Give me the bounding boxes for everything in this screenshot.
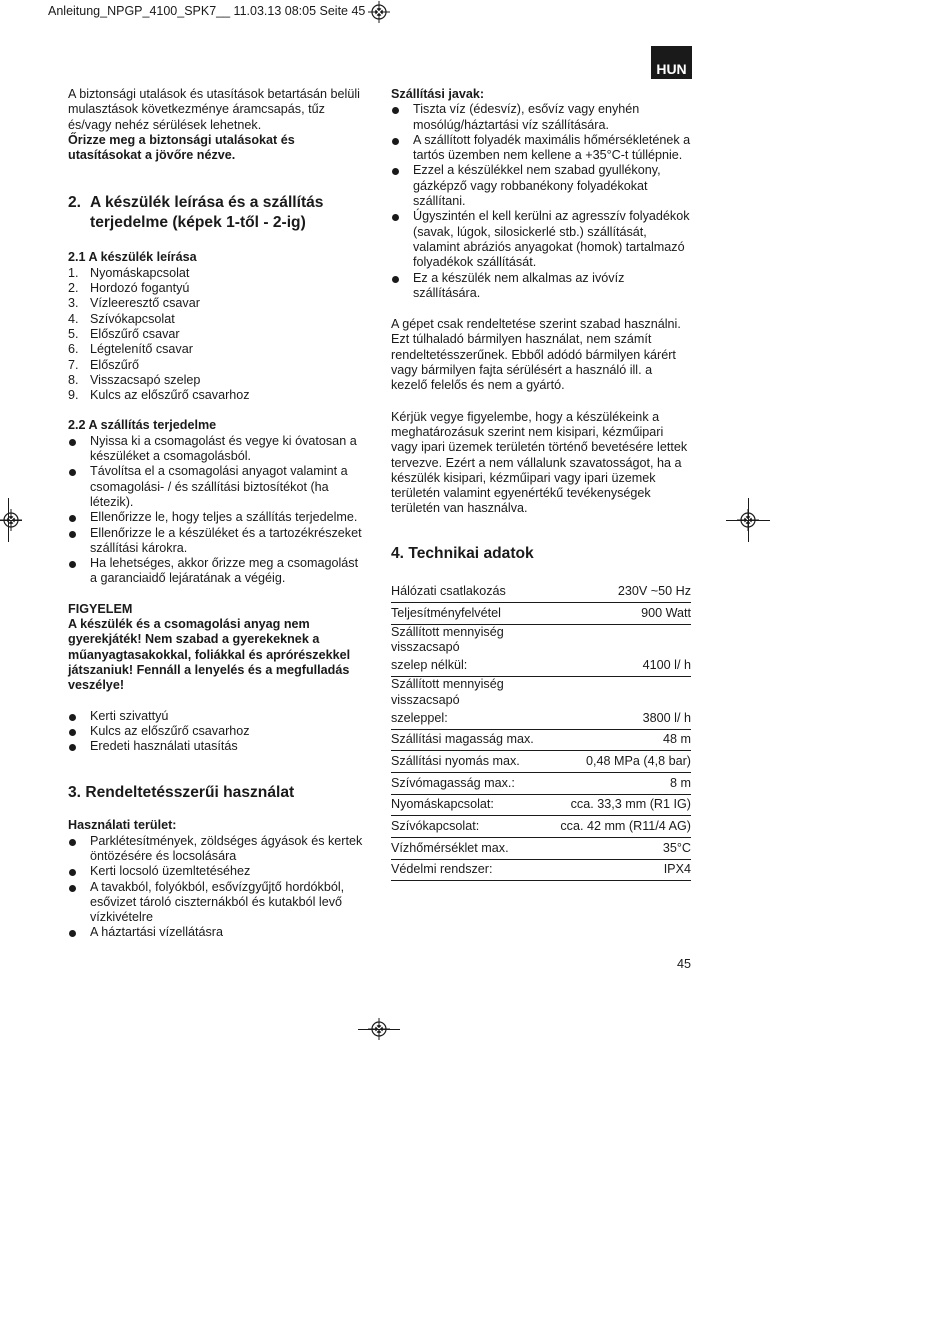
list-item: A háztartási vízellátásra [68, 925, 368, 940]
table-row: Nyomáskapcsolat: cca. 33,3 mm (R1 IG) [391, 794, 691, 816]
list-item: Ellenőrizze le a készüléket és a tartozékrészeket szállítási károkra. [68, 526, 368, 557]
table-row: Szállítási magasság max. 48 m [391, 729, 691, 751]
list-item: 8. Visszacsapó szelep [68, 372, 201, 387]
section-4-title: 4. Technikai adatok [391, 544, 534, 562]
list-item: Kerti locsoló üzemltetéséhez [68, 864, 368, 879]
list-item: Eredeti használati utasítás [68, 739, 368, 754]
bullet-icon [391, 209, 413, 270]
package-contents-list [68, 709, 368, 755]
list-item: Kerti szivattyú [68, 709, 368, 724]
section-2-number: 2. [68, 194, 82, 212]
bullet-icon [68, 880, 90, 926]
conveyed-goods-title: Szállítási javak: [391, 87, 485, 101]
list-item: A tavakból, folyókból, esővízgyűjtő hordókból, esővizet tároló ciszternákból és kutakból levő vízkivételre [68, 880, 368, 926]
liability-paragraph: Kérjük vegye figyelembe, hogy a készülékeink a meghatározásuk szerint nem kisipari, kézműipari vagy ipari üzemek területén történő bevetésére lettek tervezve. Ezért a nem vállalunk szavatosságot, ha a készülék kisipari, kézműipari vagy ipari üzemek területén valamint egyenértékű tevékenységek területén van használva. [391, 409, 688, 516]
list-item: 7. Előszűrő [68, 357, 139, 372]
list-item: 9. Kulcs az előszűrő csavarhoz [68, 388, 250, 403]
list-item: 5. Előszűrő csavar [68, 326, 180, 341]
table-row: Szívómagasság max.: 8 m [391, 773, 691, 795]
bullet-icon [68, 834, 90, 865]
table-row: Vízhőmérséklet max. 35°C [391, 838, 691, 860]
bullet-icon [68, 464, 90, 510]
bullet-icon [68, 724, 90, 739]
technical-data-table [391, 582, 691, 882]
table-row: Szállított mennyiség visszacsapó [391, 677, 504, 707]
table-row: Védelmi rendszer: IPX4 [391, 859, 691, 881]
bullet-icon [68, 556, 90, 587]
list-item: Nyissa ki a csomagolást és vegye ki óvatosan a készüléket a csomagolásból. [68, 434, 368, 465]
table-row: Szállítási nyomás max. 0,48 MPa (4,8 bar) [391, 751, 691, 773]
list-item: 3. Vízleeresztő csavar [68, 296, 200, 311]
table-row: szeleppel: 3800 l/ h [391, 708, 691, 729]
list-item: Ezzel a készülékkel nem szabad gyullékony, gázképző vagy robbanékony folyadékokat szállítani. [391, 163, 691, 209]
list-item: 4. Szívókapcsolat [68, 311, 175, 326]
list-item: Tiszta víz (édesvíz), esővíz vagy enyhén mosólúg/háztartási víz szállítására. [391, 102, 691, 133]
crop-line [0, 520, 22, 521]
bullet-icon [68, 526, 90, 557]
registration-mark-icon [368, 1, 390, 23]
bullet-icon [391, 271, 413, 302]
bullet-icon [391, 102, 413, 133]
file-header: Anleitung_NPGP_4100_SPK7__ 11.03.13 08:05 Seite 45 [48, 4, 366, 18]
use-area-list [68, 834, 368, 941]
safety-intro: A biztonsági utalások és utasítások betartásán belüli mulasztások következménye áramcsapás, tűz és/vagy nehéz sérülések lehetnek. [68, 87, 360, 132]
right-column [391, 87, 691, 881]
table-row: Teljesítményfelvétel 900 Watt [391, 603, 691, 625]
list-item: 2. Hordozó fogantyú [68, 281, 190, 296]
list-item: 6. Légtelenítő csavar [68, 342, 193, 357]
table-row: Hálózati csatlakozás 230V ~50 Hz [391, 582, 691, 603]
warning-text: A készülék és a csomagolási anyag nem gyerekjáték! Nem szabad a gyerekeknek a műanyagtasakokkal, foliákkal és aprórészekkel játszaniuk! Fennáll a lenyelés és a megfulladás veszélye! [68, 617, 351, 693]
conveyed-goods-list [391, 102, 691, 301]
bullet-icon [68, 434, 90, 465]
bullet-icon [68, 739, 90, 754]
language-badge: HUN [651, 46, 692, 79]
table-row: Szállított mennyiség visszacsapó [391, 625, 504, 655]
crop-line [726, 520, 770, 521]
bullet-icon [391, 163, 413, 209]
intended-use-paragraph: A gépet csak rendeltetése szerint szabad használni. Ezt túlhaladó bármilyen használat, nem számít rendeltetésszerűnek. Ebből adódó bármilyen kárért vagy bármilyen fajta sérülésért a használó ill. a kezelő felelős és nem a gyártó. [391, 317, 681, 393]
section-2-2-title: 2.2 A szállítás terjedelme [68, 418, 217, 433]
list-item: Ha lehetséges, akkor őrizze meg a csomagolást a garanciaidő lejáratának a végéig. [68, 556, 368, 587]
section-2-1-title: 2.1 A készülék leírása [68, 250, 197, 265]
table-row: Szívókapcsolat: cca. 42 mm (R11/4 AG) [391, 816, 691, 838]
list-item: Ez a készülék nem alkalmas az ivóvíz szállítására. [391, 271, 691, 302]
bullet-icon [68, 709, 90, 724]
safety-keep-note: Őrizze meg a biztonsági utalásokat és utasításokat a jövőre nézve. [68, 132, 295, 163]
parts-list [68, 266, 368, 404]
warning-title: FIGYELEM [68, 601, 133, 616]
bullet-icon [391, 133, 413, 164]
delivery-steps-list [68, 434, 368, 587]
section-2-title: A készülék leírása és a szállítás terjedelme (képek 1-től - 2-ig) [90, 194, 324, 232]
list-item: A szállított folyadék maximális hőmérsékletének a tartós üzemben nem kellene a +35°C-t túllépnie. [391, 133, 691, 164]
list-item: Úgyszintén el kell kerülni az agresszív folyadékok (savak, lúgok, silosickerlé stb.) szállítását, valamint abráziós anyagokat (homok) tartalmazó folyadékok szállítását. [391, 209, 691, 270]
bullet-icon [68, 510, 90, 525]
list-item: Ellenőrizze le, hogy teljes a szállítás terjedelme. [68, 510, 368, 525]
left-column [68, 87, 368, 941]
page-number: 45 [677, 957, 692, 971]
list-item: Kulcs az előszűrő csavarhoz [68, 724, 368, 739]
use-area-title: Használati terület: [68, 818, 177, 833]
section-2-heading [68, 193, 368, 233]
crop-line [8, 498, 9, 542]
list-item: Távolítsa el a csomagolási anyagot valamint a csomagolási- / és szállítási biztosítékot (ha létezik). [68, 464, 368, 510]
list-item: 1. Nyomáskapcsolat [68, 265, 190, 280]
bullet-icon [68, 925, 90, 940]
bullet-icon [68, 864, 90, 879]
crop-line [358, 1029, 400, 1030]
section-3-title: 3. Rendeltetésszerűi használat [68, 784, 295, 802]
table-row: szelep nélkül: 4100 l/ h [391, 656, 691, 677]
list-item: Parklétesítmények, zöldséges ágyások és kertek öntözésére és locsolására [68, 834, 368, 865]
